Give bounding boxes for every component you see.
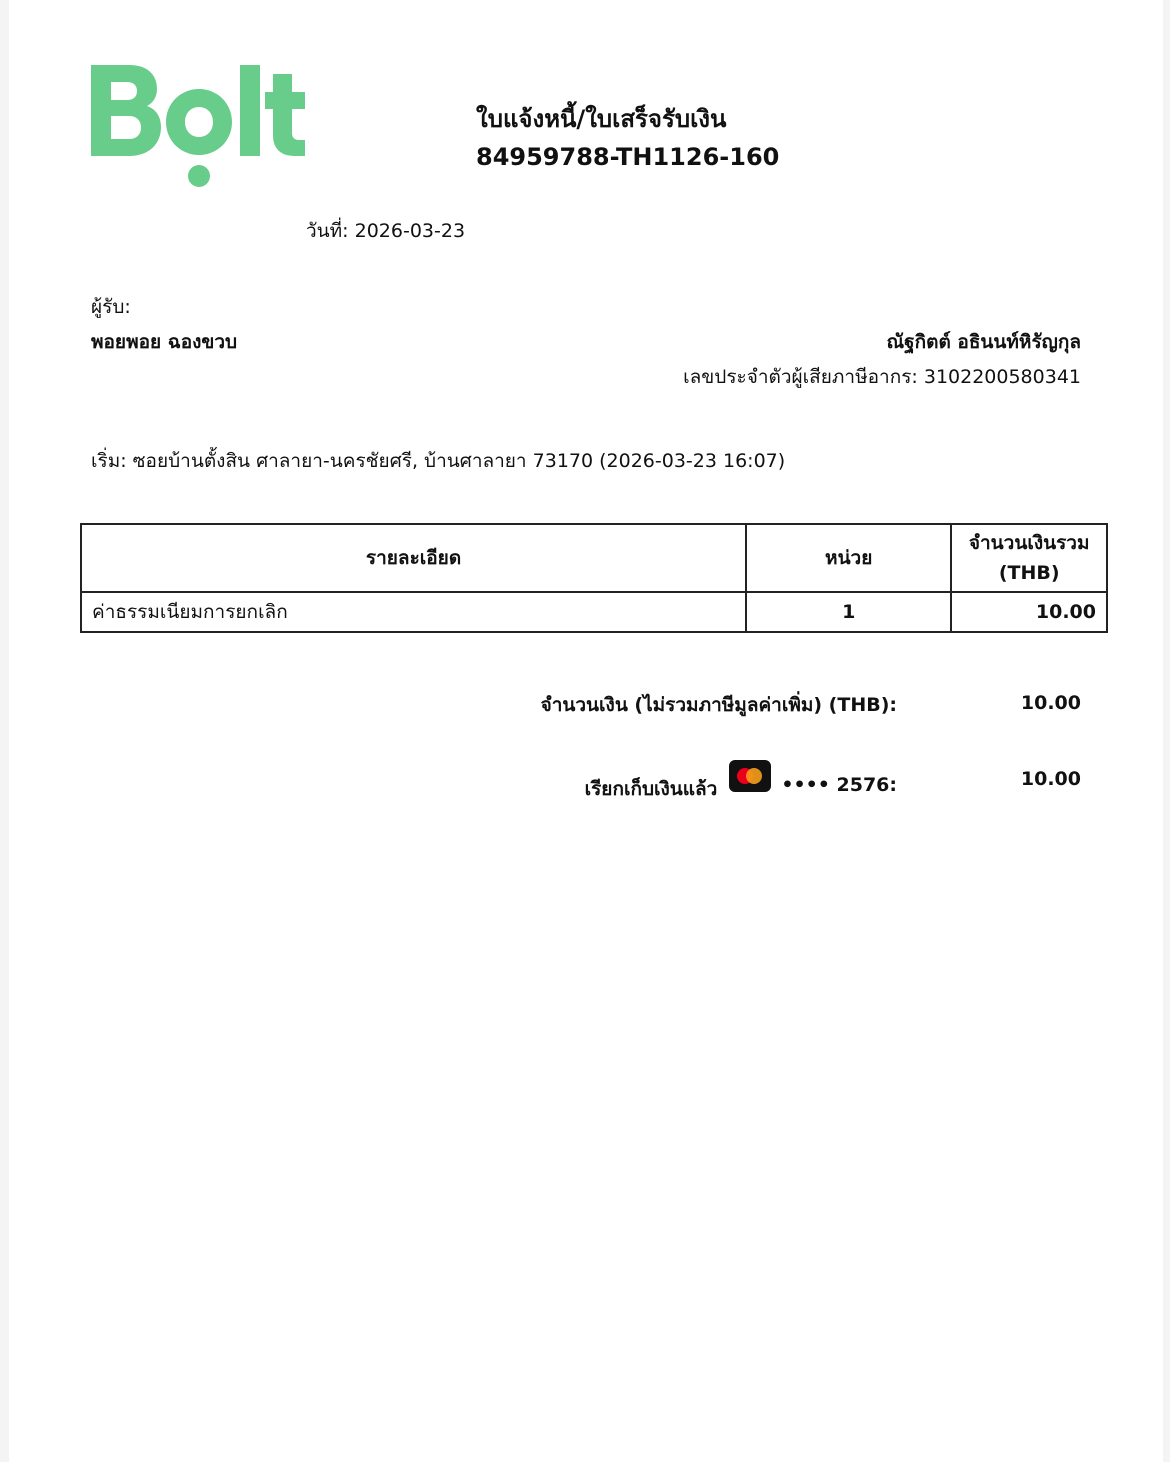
driver-tax-id: เลขประจำตัวผู้เสียภาษีอากร: 3102200580341 [683,366,1081,388]
header-description: รายละเอียด [81,524,746,592]
driver-name: ณัฐกิตต์ อธินนท์หิรัญกุล [886,331,1081,353]
header-total-line1: จำนวนเงินรวม [968,532,1090,554]
charged-row [585,760,897,804]
mastercard-icon [729,760,771,792]
card-masked-number: •••• 2576: [781,774,897,796]
invoice-number: 84959788-TH1126-160 [476,143,780,171]
table-row [81,592,1107,632]
bolt-logo [91,62,307,190]
row-total: 10.00 [951,592,1107,632]
charged-value: 10.00 [1020,768,1081,790]
row-description: ค่าธรรมเนียมการยกเลิก [81,592,746,632]
invoice-page [9,0,1163,1462]
invoice-title: ใบแจ้งหนี้/ใบเสร็จรับเงิน [476,105,727,133]
row-unit: 1 [746,592,951,632]
subtotal-label: จำนวนเงิน (ไม่รวมภาษีมูลค่าเพิ่ม) (THB): [540,694,897,716]
header-total-line2: (THB) [998,562,1060,584]
subtotal-value: 10.00 [1020,692,1081,714]
header-unit: หน่วย [746,524,951,592]
invoice-date: วันที่: 2026-03-23 [306,220,466,242]
recipient-label: ผู้รับ: [91,296,131,318]
header-total [951,524,1107,592]
table-header-row [81,524,1107,592]
charged-label: เรียกเก็บเงินแล้ว [584,778,718,800]
items-table [80,523,1108,633]
recipient-name: พอยพอย ฉองขวบ [91,331,238,353]
trip-start: เริ่ม: ซอยบ้านตั้งสิน ศาลายา-นครชัยศรี, บ้านศาลายา 73170 (2026-03-23 16:07) [91,450,786,472]
